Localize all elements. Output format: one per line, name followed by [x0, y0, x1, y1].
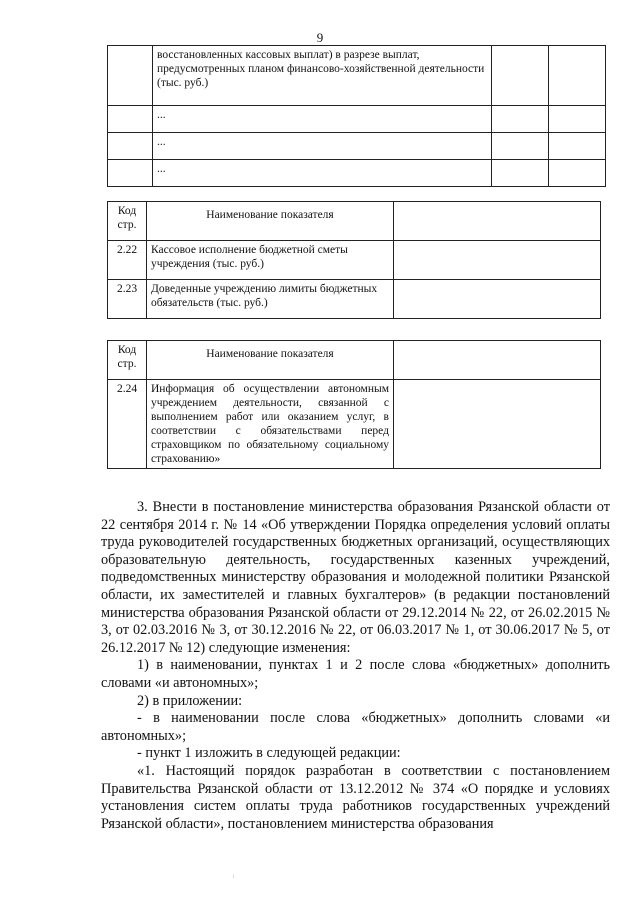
value-cell [492, 46, 549, 106]
table-header-row [108, 341, 601, 380]
value-cell [492, 106, 549, 133]
table-row [108, 106, 606, 133]
page-number: 9 [316, 30, 324, 45]
paragraph-amendment-3: 3. Внести в постановление министерства образования Рязанской области от 22 сентября 2014 г. № 14 «Об утверждении Порядка определения условий оплаты труда руководителей государственных бюджетных организаций, осуществляющих образовательную деятельность, государственных казенных учреждений, подведомственных министерству образования и молодежной политики Рязанской области, их заместителей и главных бухгалтеров» (в редакции постановлений министерства образования Рязанской области от 29.12.2014 № 22, от 26.02.2015 № 3, от 02.03.2016 № 3, от 30.12.2016 № 22, от 06.03.2017 № 1, от 30.06.2017 № 5, от 26.12.2017 № 12) следующие изменения: [101, 499, 610, 656]
value-cell [549, 133, 606, 160]
value-cell [549, 106, 606, 133]
paragraph-naming-change: - в наименовании после слова «бюджетных» дополнить словами «и автономных»; [101, 710, 610, 744]
name-cell: ... [153, 106, 492, 133]
row-value [394, 280, 601, 319]
document-body [101, 499, 610, 833]
table-row [108, 241, 601, 280]
name-cell: ... [153, 133, 492, 160]
header-value [394, 341, 601, 380]
row-value [394, 380, 601, 469]
table-row [108, 133, 606, 160]
code-cell [108, 106, 153, 133]
row-code: 2.24 [108, 380, 147, 469]
header-code: Код стр. [108, 202, 147, 241]
value-cell [492, 133, 549, 160]
indicator-table-continued [107, 45, 606, 187]
table-row [108, 46, 606, 106]
table-header-row [108, 202, 601, 241]
header-value [394, 202, 601, 241]
value-cell [549, 46, 606, 106]
value-cell [492, 160, 549, 187]
row-value [394, 241, 601, 280]
header-code: Код стр. [108, 341, 147, 380]
paragraph-item-1: 1) в наименовании, пунктах 1 и 2 после слова «бюджетных» дополнить словами «и автономных»; [101, 657, 610, 691]
value-cell [549, 160, 606, 187]
row-name: Информация об осуществлении автономным учреждением деятельности, связанной с выполнением работ или оказанием услуг, в соответствии с обязательствами перед страховщиком по обязательному социальному страхованию» [147, 380, 394, 469]
paragraph-new-text: «1. Настоящий порядок разработан в соответствии с постановлением Правительства Рязанской области от 13.12.2012 № 374 «О порядке и условиях установления систем оплаты труда работников государственных учреждений Рязанской области», постановлением министерства образования [101, 762, 610, 832]
table-row [108, 380, 601, 469]
code-cell [108, 133, 153, 160]
paragraph-item-2: 2) в приложении: [137, 692, 243, 709]
row-name: Доведенные учреждению лимиты бюджетных обязательств (тыс. руб.) [147, 280, 394, 319]
code-cell [108, 160, 153, 187]
name-cell: ... [153, 160, 492, 187]
insurance-indicator-table [107, 340, 601, 469]
budget-indicator-table [107, 201, 601, 319]
header-name: Наименование показателя [147, 202, 394, 241]
table-row [108, 280, 601, 319]
row-name: Кассовое исполнение бюджетной сметы учреждения (тыс. руб.) [147, 241, 394, 280]
row-code: 2.22 [108, 241, 147, 280]
code-cell [108, 46, 153, 106]
header-name: Наименование показателя [147, 341, 394, 380]
paragraph-point-1: - пункт 1 изложить в следующей редакции: [137, 745, 401, 762]
table-row [108, 160, 606, 187]
scan-mark: ᵢ [233, 870, 235, 879]
name-cell: восстановленных кассовых выплат) в разрезе выплат, предусмотренных планом финансово-хозяйственной деятельности (тыс. руб.) [153, 46, 492, 106]
row-code: 2.23 [108, 280, 147, 319]
